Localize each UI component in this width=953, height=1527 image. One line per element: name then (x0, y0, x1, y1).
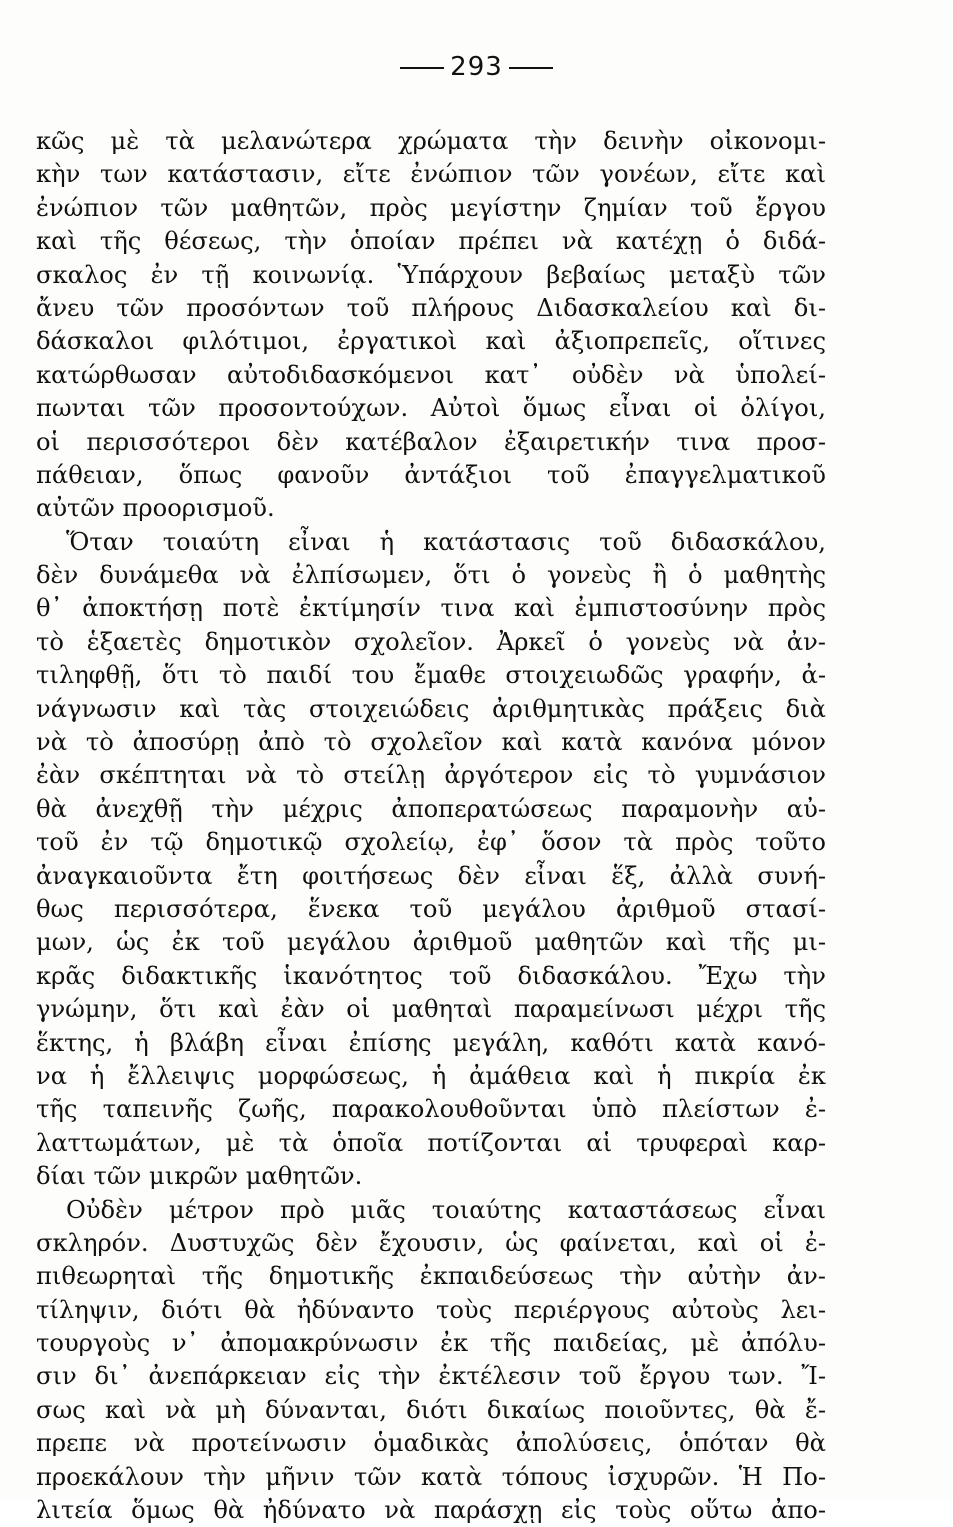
text-line: ἐὰν σκέπτηται νὰ τὸ στείλῃ ἀργότερον εἰς τὸ γυμνάσιον (36, 761, 826, 790)
right-dash (509, 67, 553, 69)
text-line: πωνται τῶν προσοντούχων. Αὐτοὶ ὅμως εἶναι οἱ ὀλίγοι, (36, 394, 826, 423)
text-line: ἄνευ τῶν προσόντων τοῦ πλήρους Διδασκαλείου καὶ δι- (36, 293, 826, 322)
text-line: σιν δι᾽ ἀνεπάρκειαν εἰς τὴν ἐκτέλεσιν τοῦ ἔργου των. Ἴ- (36, 1362, 826, 1391)
text-line: τὸ ἑξαετὲς δημοτικὸν σχολεῖον. Ἀρκεῖ ὁ γονεὺς νὰ ἀν- (36, 627, 826, 656)
text-line: τιληφθῇ, ὅτι τὸ παιδί του ἔμαθε στοιχειωδῶς γραφήν, ἀ- (36, 661, 826, 690)
text-line: πρεπε νὰ προτείνωσιν ὁμαδικὰς ἀπολύσεις, ὁπόταν θὰ (36, 1429, 826, 1458)
text-line: αὐτῶν προορισμοῦ. (36, 494, 275, 523)
text-line: σως καὶ νὰ μὴ δύνανται, διότι δικαίως ποιοῦντες, θὰ ἔ- (36, 1395, 826, 1424)
text-line: προεκάλουν τὴν μῆνιν τῶν κατὰ τόπους ἰσχυρῶν. Ἡ Πο- (36, 1462, 826, 1491)
text-line: δὲν δυνάμεθα νὰ ἐλπίσωμεν, ὅτι ὁ γονεὺς ἢ ὁ μαθητὴς (36, 561, 826, 590)
text-line: γνώμην, ὅτι καὶ ἐὰν οἱ μαθηταὶ παραμείνωσι μέχρι τῆς (36, 995, 826, 1024)
text-line: κατώρθωσαν αὐτοδιδασκόμενοι κατ᾽ οὐδὲν νὰ ὑπολεί- (36, 360, 826, 389)
text-line: λιτεία ὅμως θὰ ἠδύνατο νὰ παράσχῃ εἰς τοὺς οὕτω ἀπο- (36, 1496, 826, 1525)
left-dash (400, 67, 444, 69)
text-line: πάθειαν, ὅπως φανοῦν ἀντάξιοι τοῦ ἐπαγγελματικοῦ (36, 460, 826, 489)
text-line: κρᾶς διδακτικῆς ἱκανότητος τοῦ διδασκάλου. Ἔχω τὴν (36, 961, 826, 990)
page-header (0, 52, 953, 82)
text-line: δάσκαλοι φιλότιμοι, ἐργατικοὶ καὶ ἀξιοπρεπεῖς, οἵτινες (36, 327, 826, 356)
text-line: μων, ὡς ἐκ τοῦ μεγάλου ἀριθμοῦ μαθητῶν καὶ τῆς μι- (36, 928, 826, 957)
text-line: τῆς ταπεινῆς ζωῆς, παρακολουθοῦνται ὑπὸ πλείστων ἐ- (36, 1095, 826, 1124)
text-line: σκαλος ἐν τῇ κοινωνίᾳ. Ὑπάρχουν βεβαίως μεταξὺ τῶν (36, 260, 826, 289)
text-line: δίαι τῶν μικρῶν μαθητῶν. (36, 1162, 363, 1191)
text-line: ἀναγκαιοῦντα ἔτη φοιτήσεως δὲν εἶναι ἕξ, ἀλλὰ συνή- (36, 861, 826, 890)
text-line: καὶ τῆς θέσεως, τὴν ὁποίαν πρέπει νὰ κατέχῃ ὁ διδά- (36, 227, 826, 256)
text-line: ἕκτης, ἡ βλάβη εἶναι ἐπίσης μεγάλη, καθότι κατὰ κανό- (36, 1028, 826, 1057)
text-line: θ᾽ ἀποκτήσῃ ποτὲ ἐκτίμησίν τινα καὶ ἐμπιστοσύνην πρὸς (36, 594, 826, 623)
text-line: θὰ ἀνεχθῇ τὴν μέχρις ἀποπερατώσεως παραμονὴν αὐ- (36, 794, 826, 823)
text-line: Οὐδὲν μέτρον πρὸ μιᾶς τοιαύτης καταστάσεως εἶναι (66, 1195, 826, 1224)
text-line: λαττωμάτων, μὲ τὰ ὁποῖα ποτίζονται αἱ τρυφεραὶ καρ- (36, 1128, 826, 1157)
text-line: κῶς μὲ τὰ μελανώτερα χρώματα τὴν δεινὴν οἰκονομι- (36, 127, 826, 155)
page-number: 293 (450, 52, 503, 82)
text-line: οἱ περισσότεροι δὲν κατέβαλον ἐξαιρετικήν τινα προσ- (36, 427, 826, 456)
text-line: σκληρόν. Δυστυχῶς δὲν ἔχουσιν, ὡς φαίνεται, καὶ οἱ ἐ- (36, 1228, 826, 1257)
text-line: τίληψιν, διότι θὰ ἠδύναντο τοὺς περιέργους αὐτοὺς λει- (36, 1295, 826, 1324)
text-line: να ἡ ἔλλειψις μορφώσεως, ἡ ἀμάθεια καὶ ἡ πικρία ἐκ (36, 1061, 826, 1090)
text-line: Ὅταν τοιαύτη εἶναι ἡ κατάστασις τοῦ διδασκάλου, (66, 527, 826, 556)
text-line: τοῦ ἐν τῷ δημοτικῷ σχολείῳ, ἐφ᾽ ὅσον τὰ πρὸς τοῦτο (36, 828, 826, 857)
text-line: ἐνώπιον τῶν μαθητῶν, πρὸς μεγίστην ζημίαν τοῦ ἔργου (36, 193, 826, 222)
text-line: νάγνωσιν καὶ τὰς στοιχειώδεις ἀριθμητικὰς πράξεις διὰ (36, 694, 826, 723)
text-line: νὰ τὸ ἀποσύρῃ ἀπὸ τὸ σχολεῖον καὶ κατὰ κανόνα μόνον (36, 728, 826, 757)
text-line: τουργοὺς ν᾽ ἀπομακρύνωσιν ἐκ τῆς παιδείας, μὲ ἀπόλυ- (36, 1329, 826, 1358)
text-line: κὴν των κατάστασιν, εἴτε ἐνώπιον τῶν γονέων, εἴτε καὶ (36, 160, 826, 189)
body-text (36, 125, 826, 1527)
text-line: θως περισσότερα, ἕνεκα τοῦ μεγάλου ἀριθμοῦ στασί- (36, 894, 826, 923)
text-line: πιθεωρηταὶ τῆς δημοτικῆς ἐκπαιδεύσεως τὴν αὐτὴν ἀν- (36, 1262, 826, 1291)
